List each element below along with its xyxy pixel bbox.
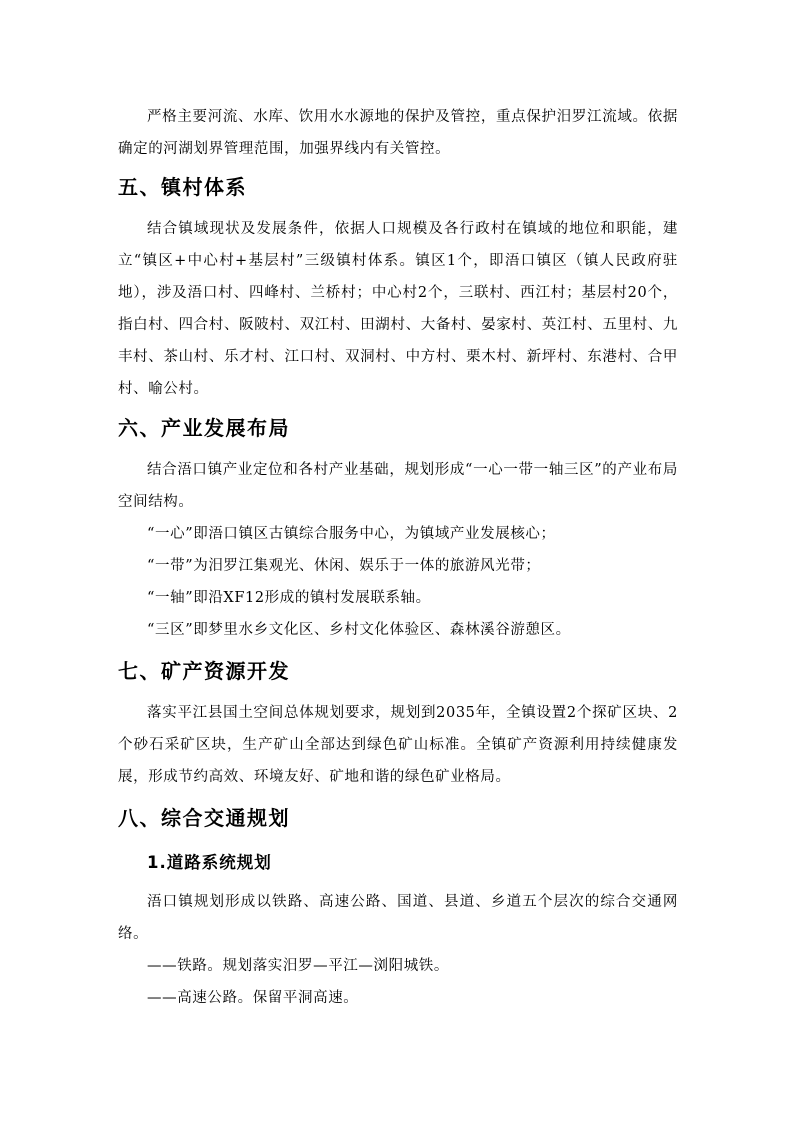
body-text: “一带”为汨罗江集观光、休闲、娱乐于一体的旅游风光带； [147,558,541,574]
body-text: 浯口镇规划形成以铁路、高速公路、国道、县道、乡道五个层次的综合交通网络。 [118,894,678,942]
body-text: “一心”即浯口镇区古镇综合服务中心，为镇域产业发展核心； [147,526,556,542]
body-text: 结合浯口镇产业定位和各村产业基础，规划形成“一心一带一轴三区”的产业布局空间结构。 [118,462,678,510]
heading-text: 六、产业发展布局 [118,416,290,440]
subsection-heading-road-system [147,850,707,876]
list-item-one-belt [118,550,678,582]
list-item-railway [118,950,678,982]
body-text: “三区”即梦里水乡文化区、乡村文化体验区、森林溪谷游憩区。 [147,622,571,638]
paragraph-village-system [118,213,678,405]
list-item-three-zones [118,614,678,646]
body-text: 结合镇域现状及发展条件，依据人口规模及各行政村在镇域的地位和职能，建立“镇区+中心村+基层村”三级镇村体系。镇区1个，即浯口镇区（镇人民政府驻地），涉及浯口村、四峰村、兰桥村；中心村2个，三联村、西江村；基层村20个，指白村、四合村、阪陂村、双江村、田湖村、大备村、晏家村、英江村、五里村、九丰村、茶山村、乐才村、江口村、双洞村、中方村、栗木村、新坪村、东港村、合甲村、喻公村。 [118,221,678,397]
paragraph-mineral-resources [118,697,678,793]
body-text: 落实平江县国土空间总体规划要求，规划到2035年，全镇设置2个探矿区块、2个砂石采矿区块，生产矿山全部达到绿色矿山标准。全镇矿产资源利用持续健康发展，形成节约高效、环境友好、矿地和谐的绿色矿业格局。 [118,705,678,785]
heading-text: 七、矿产资源开发 [118,659,290,683]
section-heading-mineral-resources [118,657,678,685]
heading-text: 1.道路系统规划 [147,853,272,872]
paragraph-water-protection [118,101,678,165]
paragraph-industry-layout [118,454,678,518]
list-item-one-center [118,518,678,550]
body-text: ——铁路。规划落实汨罗—平江—浏阳城铁。 [147,958,449,974]
heading-text: 五、镇村体系 [118,175,247,199]
section-heading-transport-planning [118,804,678,832]
paragraph-road-network [118,886,678,950]
heading-text: 八、综合交通规划 [118,806,290,830]
section-heading-village-system [118,173,678,201]
body-text: 严格主要河流、水库、饮用水水源地的保护及管控，重点保护汨罗江流域。依据确定的河湖划界管理范围，加强界线内有关管控。 [118,109,678,157]
list-item-one-axis [118,582,678,614]
body-text: “一轴”即沿XF12形成的镇村发展联系轴。 [147,590,431,606]
section-heading-industry-layout [118,414,678,442]
list-item-highway [118,982,678,1014]
body-text: ——高速公路。保留平洞高速。 [147,990,359,1006]
